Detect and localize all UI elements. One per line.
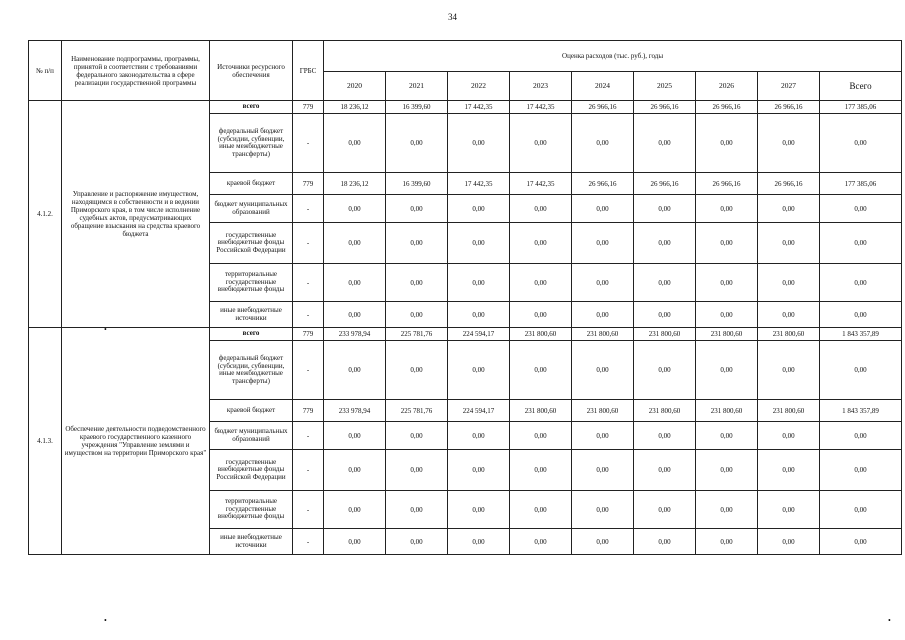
section-name: Управление и распоряжение имуществом, находящимся в собственности и в ведении Приморского края, в том числе исполнение судебных актов, предусматривающих обращение взыскания на средства краевого бюджета <box>62 101 210 328</box>
year-value: 0,00 <box>510 450 572 491</box>
year-value: 17 442,35 <box>448 173 510 195</box>
year-value: 0,00 <box>510 422 572 450</box>
stray-dot: • <box>104 616 107 625</box>
year-value: 0,00 <box>758 223 820 264</box>
year-value: 0,00 <box>448 264 510 302</box>
funding-source: краевой бюджет <box>210 173 293 195</box>
total-value: 0,00 <box>820 491 902 529</box>
year-value: 0,00 <box>324 341 386 400</box>
funding-source: бюджет муниципальных образований <box>210 195 293 223</box>
estimate-header: Оценка расходов (тыс. руб.), годы <box>324 41 902 72</box>
grbs-code: 779 <box>293 400 324 422</box>
year-value: 26 966,16 <box>572 173 634 195</box>
year-value: 0,00 <box>696 195 758 223</box>
year-value: 0,00 <box>386 491 448 529</box>
year-value: 0,00 <box>324 529 386 555</box>
page-number: 34 <box>448 12 457 22</box>
year-value: 0,00 <box>758 114 820 173</box>
year-value: 0,00 <box>572 264 634 302</box>
year-value: 0,00 <box>386 195 448 223</box>
year-header: 2024 <box>572 72 634 101</box>
year-value: 0,00 <box>510 264 572 302</box>
year-value: 0,00 <box>758 529 820 555</box>
funding-source: федеральный бюджет (субсидии, субвенции, иные межбюджетные трансферты) <box>210 341 293 400</box>
year-value: 0,00 <box>324 491 386 529</box>
stray-dot: • <box>104 325 107 334</box>
year-value: 0,00 <box>386 422 448 450</box>
year-value: 0,00 <box>510 491 572 529</box>
year-header: 2026 <box>696 72 758 101</box>
year-value: 0,00 <box>572 529 634 555</box>
grbs-code: - <box>293 422 324 450</box>
year-value: 0,00 <box>386 529 448 555</box>
funding-source: территориальные государственные внебюджетные фонды <box>210 264 293 302</box>
year-value: 0,00 <box>510 114 572 173</box>
year-value: 0,00 <box>572 114 634 173</box>
year-value: 0,00 <box>510 302 572 328</box>
year-value: 0,00 <box>758 341 820 400</box>
year-value: 0,00 <box>758 422 820 450</box>
year-header: 2022 <box>448 72 510 101</box>
year-value: 0,00 <box>324 422 386 450</box>
year-value: 231 800,60 <box>696 400 758 422</box>
year-value: 0,00 <box>324 264 386 302</box>
year-value: 0,00 <box>386 450 448 491</box>
year-header: 2021 <box>386 72 448 101</box>
year-value: 0,00 <box>696 341 758 400</box>
year-value: 0,00 <box>386 114 448 173</box>
year-value: 0,00 <box>386 223 448 264</box>
total-value: 0,00 <box>820 264 902 302</box>
year-value: 26 966,16 <box>696 101 758 114</box>
year-value: 0,00 <box>448 529 510 555</box>
year-value: 0,00 <box>634 422 696 450</box>
year-value: 0,00 <box>634 223 696 264</box>
grbs-code: - <box>293 491 324 529</box>
year-value: 0,00 <box>696 264 758 302</box>
total-value: 177 385,06 <box>820 173 902 195</box>
total-header: Всего <box>820 72 902 101</box>
year-value: 0,00 <box>448 302 510 328</box>
year-value: 231 800,60 <box>510 328 572 341</box>
grbs-code: - <box>293 450 324 491</box>
year-value: 0,00 <box>758 491 820 529</box>
table-row <box>29 328 902 341</box>
total-value: 1 843 357,89 <box>820 328 902 341</box>
year-value: 0,00 <box>634 491 696 529</box>
table-row <box>29 101 902 114</box>
funding-source: краевой бюджет <box>210 400 293 422</box>
year-value: 0,00 <box>572 422 634 450</box>
year-value: 231 800,60 <box>696 328 758 341</box>
year-value: 26 966,16 <box>634 173 696 195</box>
year-value: 0,00 <box>634 529 696 555</box>
year-value: 0,00 <box>696 114 758 173</box>
year-value: 224 594,17 <box>448 328 510 341</box>
funding-source: бюджет муниципальных образований <box>210 422 293 450</box>
total-value: 0,00 <box>820 302 902 328</box>
funding-source: федеральный бюджет (субсидии, субвенции, иные межбюджетные трансферты) <box>210 114 293 173</box>
year-value: 0,00 <box>572 450 634 491</box>
grbs-code: - <box>293 529 324 555</box>
year-value: 0,00 <box>696 529 758 555</box>
total-value: 1 843 357,89 <box>820 400 902 422</box>
funding-source: государственные внебюджетные фонды Российской Федерации <box>210 223 293 264</box>
year-value: 26 966,16 <box>634 101 696 114</box>
budget-table <box>28 40 902 555</box>
year-value: 0,00 <box>634 341 696 400</box>
year-value: 0,00 <box>324 450 386 491</box>
year-value: 0,00 <box>572 302 634 328</box>
year-header: 2025 <box>634 72 696 101</box>
year-value: 16 399,60 <box>386 101 448 114</box>
year-value: 0,00 <box>510 223 572 264</box>
year-value: 0,00 <box>696 491 758 529</box>
funding-source: всего <box>210 328 293 341</box>
stray-dot: • <box>888 616 891 625</box>
funding-source: иные внебюджетные источники <box>210 529 293 555</box>
year-value: 0,00 <box>324 302 386 328</box>
year-value: 0,00 <box>572 195 634 223</box>
funding-source: государственные внебюджетные фонды Российской Федерации <box>210 450 293 491</box>
grbs-code: - <box>293 264 324 302</box>
year-value: 0,00 <box>448 491 510 529</box>
year-value: 0,00 <box>634 114 696 173</box>
total-value: 0,00 <box>820 450 902 491</box>
funding-source: территориальные государственные внебюджетные фонды <box>210 491 293 529</box>
grbs-code: - <box>293 223 324 264</box>
total-value: 177 385,06 <box>820 101 902 114</box>
num-header: № п/п <box>29 41 62 101</box>
grbs-code: - <box>293 341 324 400</box>
year-value: 0,00 <box>324 195 386 223</box>
year-value: 0,00 <box>758 450 820 491</box>
year-value: 0,00 <box>510 529 572 555</box>
year-value: 231 800,60 <box>758 400 820 422</box>
total-value: 0,00 <box>820 195 902 223</box>
year-value: 0,00 <box>634 302 696 328</box>
year-value: 0,00 <box>324 223 386 264</box>
year-value: 18 236,12 <box>324 173 386 195</box>
year-value: 17 442,35 <box>448 101 510 114</box>
year-value: 0,00 <box>572 223 634 264</box>
year-value: 0,00 <box>510 195 572 223</box>
funding-source: всего <box>210 101 293 114</box>
total-value: 0,00 <box>820 114 902 173</box>
year-value: 0,00 <box>696 450 758 491</box>
year-value: 0,00 <box>634 264 696 302</box>
year-value: 17 442,35 <box>510 173 572 195</box>
year-value: 0,00 <box>386 302 448 328</box>
grbs-code: 779 <box>293 173 324 195</box>
year-value: 26 966,16 <box>572 101 634 114</box>
total-value: 0,00 <box>820 529 902 555</box>
year-value: 0,00 <box>758 302 820 328</box>
total-value: 0,00 <box>820 341 902 400</box>
section-name: Обеспечение деятельности подведомственного краевого государственного казенного учреждения "Управление землями и имуществом на территории Приморского края" <box>62 328 210 555</box>
year-header: 2023 <box>510 72 572 101</box>
total-value: 0,00 <box>820 223 902 264</box>
year-value: 231 800,60 <box>758 328 820 341</box>
year-value: 0,00 <box>448 450 510 491</box>
year-value: 0,00 <box>696 302 758 328</box>
year-value: 0,00 <box>572 341 634 400</box>
grbs-code: 779 <box>293 101 324 114</box>
year-header: 2020 <box>324 72 386 101</box>
year-value: 0,00 <box>696 223 758 264</box>
funding-source: иные внебюджетные источники <box>210 302 293 328</box>
year-value: 231 800,60 <box>634 400 696 422</box>
year-value: 0,00 <box>572 491 634 529</box>
section-number: 4.1.3. <box>29 328 62 555</box>
year-value: 26 966,16 <box>758 101 820 114</box>
year-value: 26 966,16 <box>696 173 758 195</box>
table-header <box>29 41 902 101</box>
year-value: 16 399,60 <box>386 173 448 195</box>
year-value: 231 800,60 <box>634 328 696 341</box>
total-value: 0,00 <box>820 422 902 450</box>
year-value: 0,00 <box>696 422 758 450</box>
year-value: 0,00 <box>448 114 510 173</box>
year-value: 18 236,12 <box>324 101 386 114</box>
grbs-code: - <box>293 114 324 173</box>
grbs-code: 779 <box>293 328 324 341</box>
section-number: 4.1.2. <box>29 101 62 328</box>
grbs-code: - <box>293 302 324 328</box>
year-value: 231 800,60 <box>572 400 634 422</box>
grbs-header: ГРБС <box>293 41 324 101</box>
year-value: 225 781,76 <box>386 328 448 341</box>
year-value: 224 594,17 <box>448 400 510 422</box>
grbs-code: - <box>293 195 324 223</box>
name-header: Наименование подпрограммы, программы, принятой в соответствии с требованиями федерального законодательства в сфере реализации государственной программы <box>62 41 210 101</box>
year-value: 0,00 <box>634 195 696 223</box>
year-value: 0,00 <box>448 341 510 400</box>
year-value: 17 442,35 <box>510 101 572 114</box>
year-value: 0,00 <box>324 114 386 173</box>
table-body <box>29 101 902 555</box>
year-value: 0,00 <box>448 195 510 223</box>
year-value: 0,00 <box>758 195 820 223</box>
year-value: 0,00 <box>448 223 510 264</box>
year-value: 233 978,94 <box>324 328 386 341</box>
year-header: 2027 <box>758 72 820 101</box>
year-value: 225 781,76 <box>386 400 448 422</box>
year-value: 231 800,60 <box>572 328 634 341</box>
year-value: 0,00 <box>448 422 510 450</box>
year-value: 0,00 <box>510 341 572 400</box>
year-value: 0,00 <box>386 264 448 302</box>
year-value: 233 978,94 <box>324 400 386 422</box>
year-value: 0,00 <box>758 264 820 302</box>
year-value: 0,00 <box>634 450 696 491</box>
source-header: Источники ресурсного обеспечения <box>210 41 293 101</box>
year-value: 26 966,16 <box>758 173 820 195</box>
year-value: 0,00 <box>386 341 448 400</box>
year-value: 231 800,60 <box>510 400 572 422</box>
